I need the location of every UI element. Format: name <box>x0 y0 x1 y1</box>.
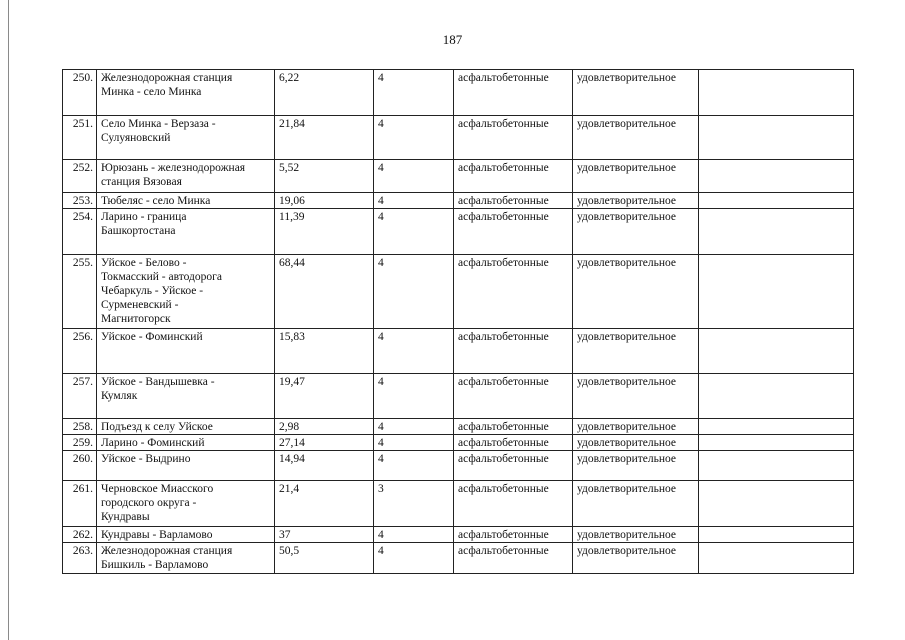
road-condition: удовлетворительное <box>573 160 699 193</box>
table-row <box>63 209 854 255</box>
road-condition: удовлетворительное <box>573 435 699 451</box>
road-name: Кундравы - Варламово <box>97 527 275 543</box>
row-number: 261. <box>63 481 97 527</box>
road-length: 15,83 <box>275 329 374 374</box>
road-name: Железнодорожная станция Минка - село Минка <box>97 70 275 116</box>
table-row <box>63 481 854 527</box>
row-number: 263. <box>63 543 97 574</box>
road-name: Юрюзань - железнодорожная станция Вязовая <box>97 160 275 193</box>
road-note <box>699 209 854 255</box>
road-note <box>699 435 854 451</box>
scan-left-edge-line <box>8 0 9 640</box>
road-name: Ларино - граница Башкортостана <box>97 209 275 255</box>
road-condition: удовлетворительное <box>573 374 699 419</box>
road-condition: удовлетворительное <box>573 451 699 481</box>
road-note <box>699 329 854 374</box>
road-note <box>699 193 854 209</box>
row-number: 252. <box>63 160 97 193</box>
road-category: 4 <box>374 70 454 116</box>
road-surface: асфальтобетонные <box>454 70 573 116</box>
road-condition: удовлетворительное <box>573 70 699 116</box>
road-length: 21,4 <box>275 481 374 527</box>
row-number: 257. <box>63 374 97 419</box>
road-surface: асфальтобетонные <box>454 435 573 451</box>
road-surface: асфальтобетонные <box>454 543 573 574</box>
road-note <box>699 451 854 481</box>
road-length: 50,5 <box>275 543 374 574</box>
road-condition: удовлетворительное <box>573 543 699 574</box>
table-row <box>63 374 854 419</box>
road-condition: удовлетворительное <box>573 209 699 255</box>
road-name: Село Минка - Верзаза - Сулуяновский <box>97 116 275 160</box>
road-category: 4 <box>374 116 454 160</box>
road-category: 4 <box>374 255 454 329</box>
row-number: 255. <box>63 255 97 329</box>
road-length: 19,47 <box>275 374 374 419</box>
table-row <box>63 435 854 451</box>
table-row <box>63 451 854 481</box>
road-length: 19,06 <box>275 193 374 209</box>
road-category: 4 <box>374 451 454 481</box>
road-length: 14,94 <box>275 451 374 481</box>
road-note <box>699 70 854 116</box>
road-name: Подъезд к селу Уйское <box>97 419 275 435</box>
table-row <box>63 419 854 435</box>
road-name: Уйское - Вандышевка - Кумляк <box>97 374 275 419</box>
row-number: 253. <box>63 193 97 209</box>
road-surface: асфальтобетонные <box>454 329 573 374</box>
road-condition: удовлетворительное <box>573 116 699 160</box>
road-condition: удовлетворительное <box>573 193 699 209</box>
road-surface: асфальтобетонные <box>454 527 573 543</box>
road-surface: асфальтобетонные <box>454 160 573 193</box>
road-surface: асфальтобетонные <box>454 374 573 419</box>
road-category: 4 <box>374 419 454 435</box>
road-name: Железнодорожная станция Бишкиль - Варламово <box>97 543 275 574</box>
road-name: Тюбеляс - село Минка <box>97 193 275 209</box>
road-condition: удовлетворительное <box>573 329 699 374</box>
table-row <box>63 70 854 116</box>
row-number: 258. <box>63 419 97 435</box>
road-surface: асфальтобетонные <box>454 209 573 255</box>
row-number: 260. <box>63 451 97 481</box>
row-number: 254. <box>63 209 97 255</box>
road-surface: асфальтобетонные <box>454 193 573 209</box>
road-surface: асфальтобетонные <box>454 255 573 329</box>
road-surface: асфальтобетонные <box>454 481 573 527</box>
road-category: 3 <box>374 481 454 527</box>
road-length: 5,52 <box>275 160 374 193</box>
road-condition: удовлетворительное <box>573 419 699 435</box>
table-row <box>63 116 854 160</box>
road-category: 4 <box>374 527 454 543</box>
road-note <box>699 543 854 574</box>
road-condition: удовлетворительное <box>573 255 699 329</box>
road-name: Уйское - Выдрино <box>97 451 275 481</box>
row-number: 262. <box>63 527 97 543</box>
table-row <box>63 329 854 374</box>
table-row <box>63 527 854 543</box>
road-length: 37 <box>275 527 374 543</box>
road-note <box>699 527 854 543</box>
road-length: 11,39 <box>275 209 374 255</box>
road-category: 4 <box>374 209 454 255</box>
road-name: Уйское - Фоминский <box>97 329 275 374</box>
road-category: 4 <box>374 435 454 451</box>
table-row <box>63 160 854 193</box>
road-category: 4 <box>374 160 454 193</box>
road-surface: асфальтобетонные <box>454 419 573 435</box>
table-row <box>63 193 854 209</box>
table-row <box>63 255 854 329</box>
road-note <box>699 481 854 527</box>
road-category: 4 <box>374 543 454 574</box>
road-note <box>699 419 854 435</box>
page-number: 187 <box>442 32 463 47</box>
road-category: 4 <box>374 193 454 209</box>
table-row <box>63 543 854 574</box>
road-name: Черновское Миасского городского округа - Кундравы <box>97 481 275 527</box>
road-surface: асфальтобетонные <box>454 116 573 160</box>
road-length: 68,44 <box>275 255 374 329</box>
road-surface: асфальтобетонные <box>454 451 573 481</box>
row-number: 256. <box>63 329 97 374</box>
road-note <box>699 116 854 160</box>
road-length: 2,98 <box>275 419 374 435</box>
road-length: 27,14 <box>275 435 374 451</box>
row-number: 259. <box>63 435 97 451</box>
road-category: 4 <box>374 374 454 419</box>
road-note <box>699 255 854 329</box>
row-number: 251. <box>63 116 97 160</box>
road-note <box>699 160 854 193</box>
road-category: 4 <box>374 329 454 374</box>
road-length: 21,84 <box>275 116 374 160</box>
road-name: Уйское - Белово - Токмасский - автодорога Чебаркуль - Уйское - Сурменевский - Магнитогорск <box>97 255 275 329</box>
road-condition: удовлетворительное <box>573 481 699 527</box>
roads-table <box>62 69 854 574</box>
road-name: Ларино - Фоминский <box>97 435 275 451</box>
road-condition: удовлетворительное <box>573 527 699 543</box>
row-number: 250. <box>63 70 97 116</box>
road-note <box>699 374 854 419</box>
road-length: 6,22 <box>275 70 374 116</box>
